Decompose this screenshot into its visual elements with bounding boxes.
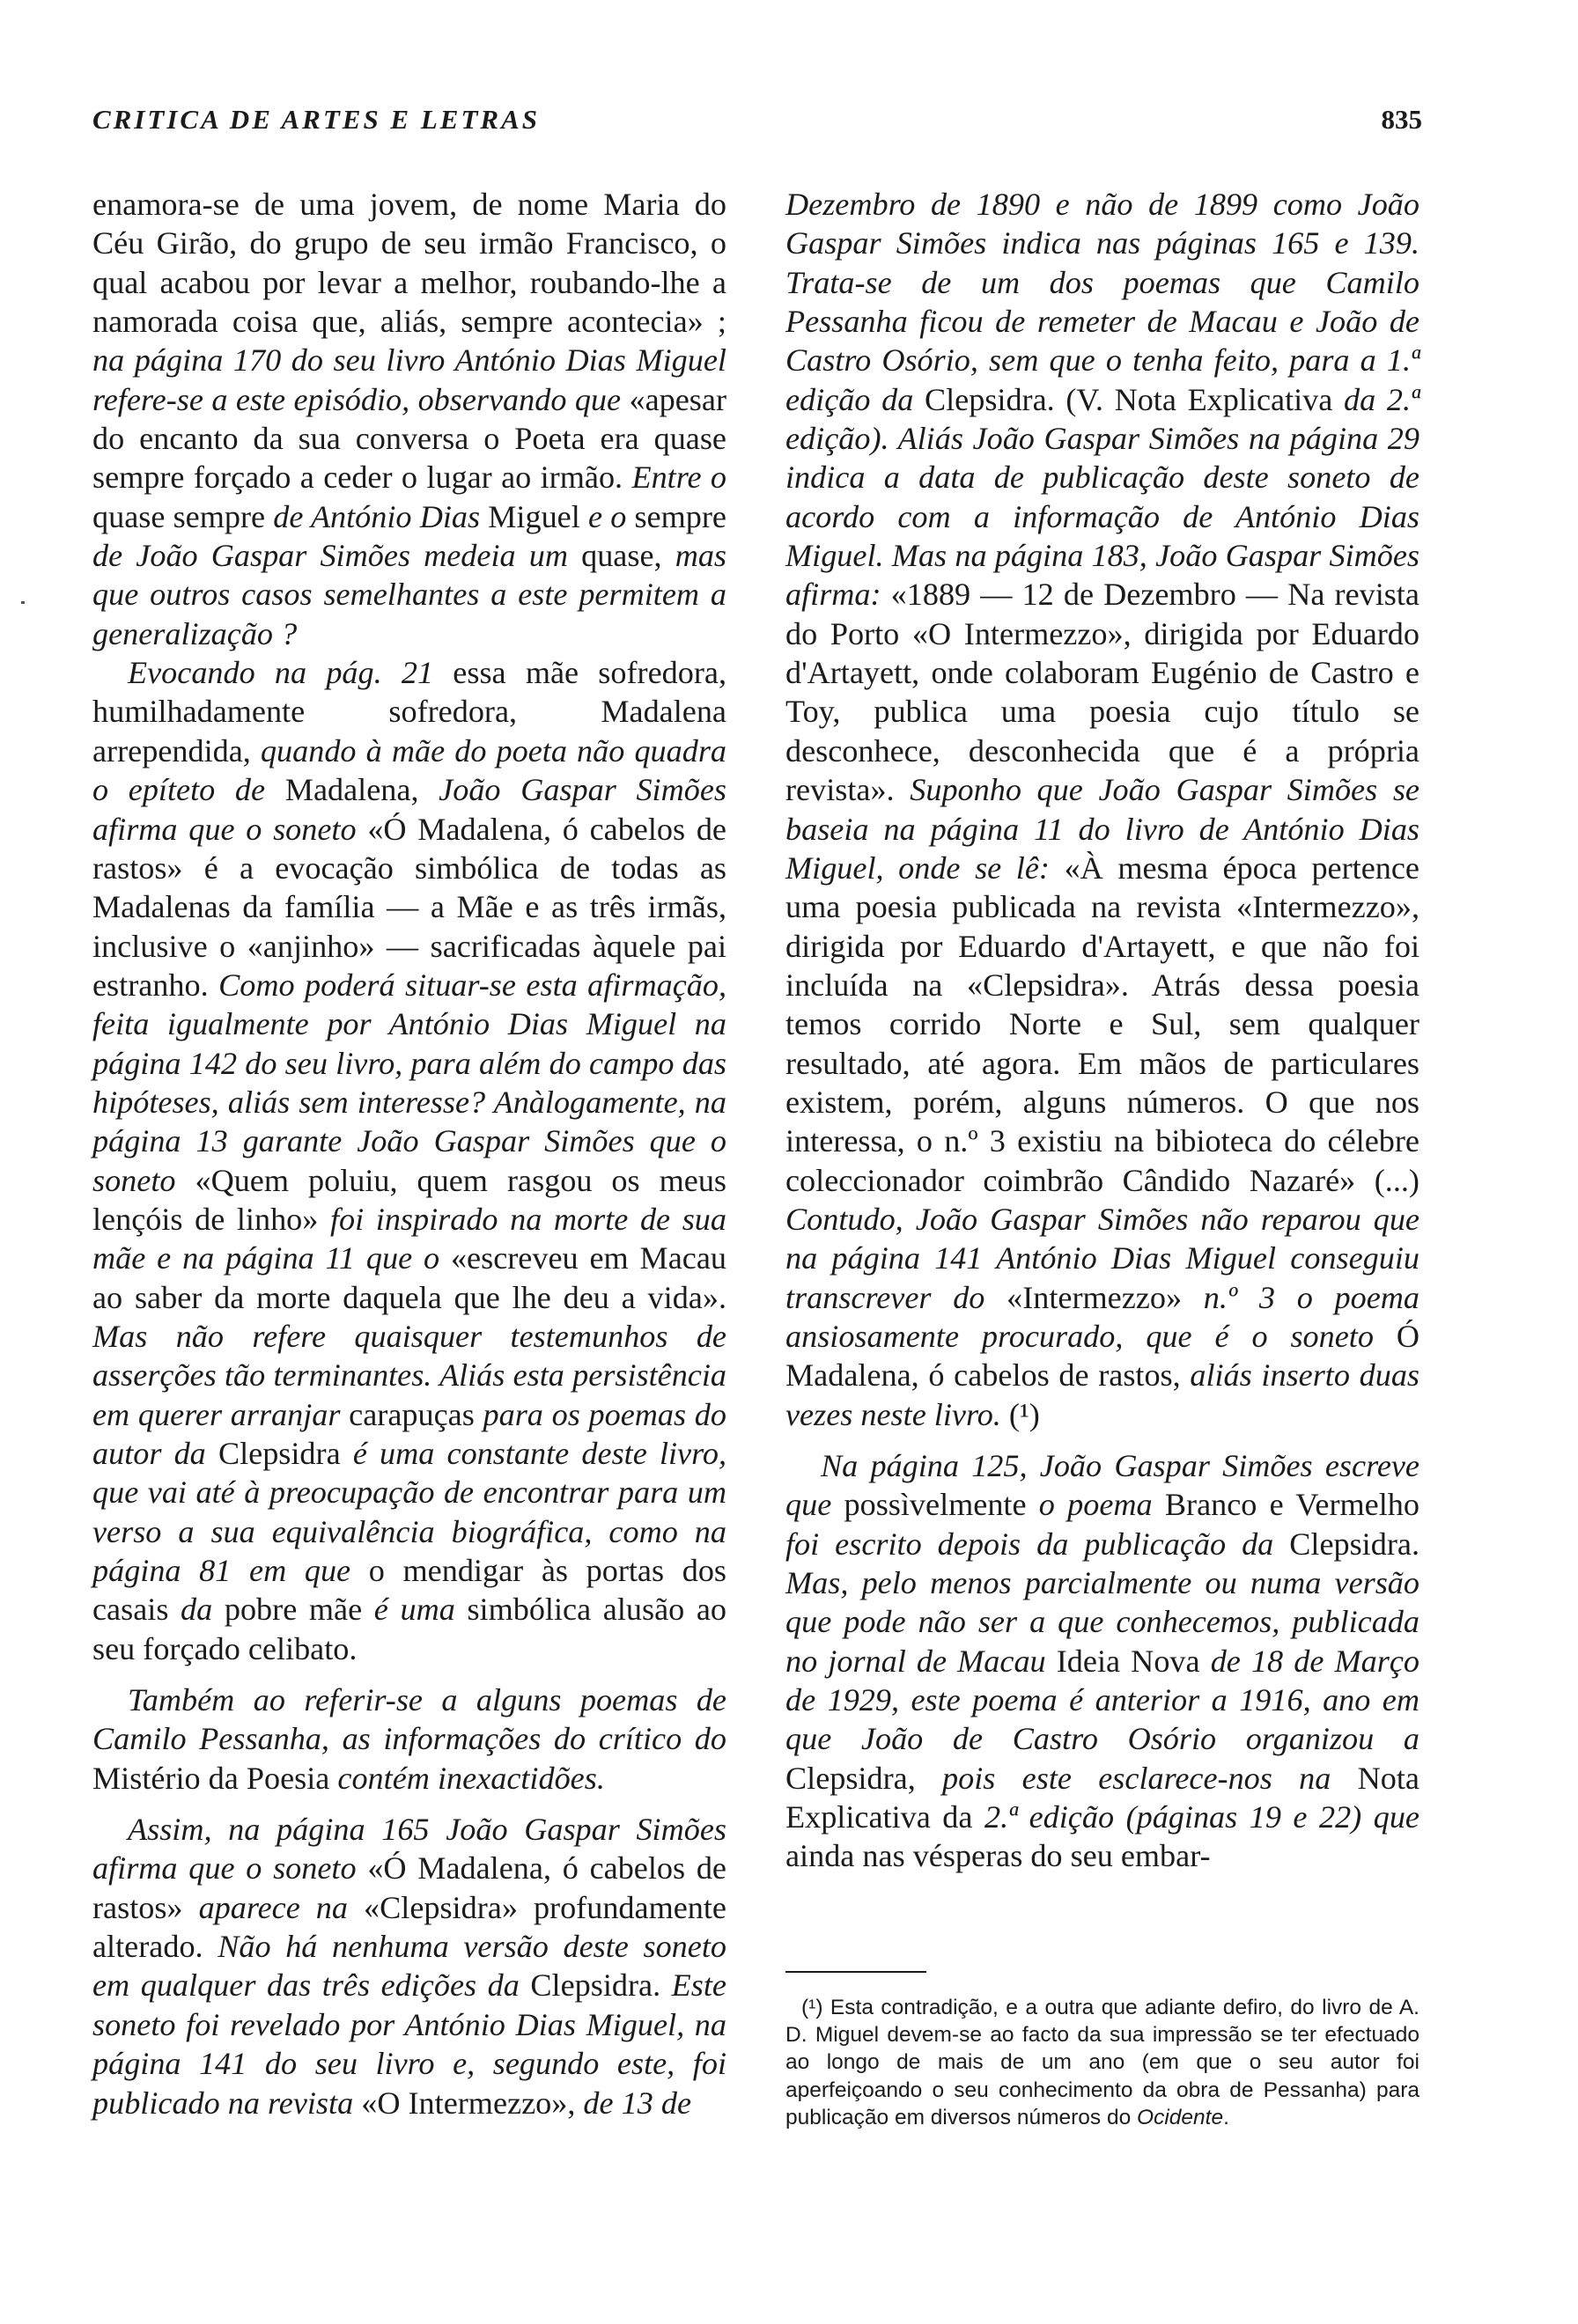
text-run: sempre	[626, 498, 726, 534]
italic-run: pois este esclarece-nos na	[942, 1760, 1331, 1796]
text-run: enamora-se de uma jovem, de nome Maria do Céu Girão, do grupo de seu irmão Francisco, o qual acabou por levar a melhor, roubando-lhe a namorada coisa que, aliás, sempre acontecia» ;	[92, 187, 726, 340]
text-run: «Quem poluiu, quem rasgou os meus lençóis de linho»	[92, 1162, 726, 1237]
paragraph	[92, 653, 726, 1668]
italic-run: de João Gaspar Simões medeia um	[92, 538, 568, 574]
footnote-divider	[785, 1971, 926, 1973]
text-run: Clepsidra. (V. Nota Explicativa	[913, 381, 1345, 417]
text-run: carapuças	[340, 1396, 483, 1432]
margin-mark	[21, 601, 25, 604]
italic-run: Assim, na página 165 João Gaspar Simões afirma que o soneto	[92, 1812, 726, 1886]
italic-run: 2.ª edição (páginas 19 e 22) que	[984, 1799, 1419, 1835]
text-run: «apesar do encanto da sua conversa o Poeta era quase sempre forçado a ceder o lugar ao irmão.	[92, 381, 726, 496]
italic-run: aparece na	[198, 1889, 348, 1925]
text-run: quase,	[567, 538, 675, 574]
footnote-marker: (¹)	[1000, 1396, 1040, 1432]
italic-run: da 2.ª edição). Aliás João Gaspar Simões na página 29 indica a data de publicação deste soneto de acordo com a informação de António Dias Miguel.	[785, 381, 1419, 574]
text-run: Madalena,	[265, 772, 439, 808]
italic-run: Suponho que João Gaspar Simões se baseia na página 11 do livro de António Dias Miguel, onde se lê:	[785, 772, 1419, 886]
italic-run: é uma constante deste livro, que vai até à preocupação de encontrar para um verso a sua equivalência biográfica, como na página 81 em que	[92, 1436, 726, 1589]
text-run: Mistério da Poesia	[92, 1760, 338, 1796]
text-run: Clepsidra.	[519, 1967, 672, 2004]
italic-run: de António Dias	[273, 498, 481, 534]
right-column	[785, 185, 1419, 1876]
footnote-text: .	[1223, 2105, 1229, 2129]
italic-run: foi escrito depois da publicação da	[785, 1526, 1274, 1562]
italic-run: Entre o	[631, 460, 726, 496]
footnote-text: (¹) Esta contradição, e a outra que adiante defiro, do livro de A. D. Miguel devem-se ao facto da sua impressão se ter efectuado ao longo de mais de um ano (em que o seu autor foi aperfeiçoando o seu conhecimento da obra de Pessanha) para publicação em diversos números do	[785, 1996, 1419, 2129]
text-run: «À mesma época pertence uma poesia publicada na revista «Intermezzo», dirigida por Eduardo d'Artayett, e que não foi incluída na «Clepsidra». Atrás dessa poesia temos corrido Norte e Sul, sem qualquer resultado, até agora. Em mãos de particulares existem, porém, alguns números. O que nos interessa, o n.º 3 existiu na bibioteca do célebre coleccionador coimbrão Cândido Nazaré» (...)	[785, 849, 1419, 1198]
footnote	[785, 1994, 1419, 2131]
italic-run: Também ao referir-se a alguns poemas de Camilo Pessanha, as informações do crítico do	[92, 1682, 726, 1757]
italic-run: quando à mãe do poeta não quadra o epíteto de	[92, 732, 726, 808]
text-run: Clepsidra.	[1273, 1526, 1419, 1562]
italic-run: de 18 de Março de 1929, este poema é anterior a 1916, ano em que João de Castro Osório organizou a	[785, 1643, 1419, 1757]
italic-run: Na página 125, João Gaspar Simões escreve que	[785, 1448, 1419, 1523]
text-run: quase sempre	[92, 498, 274, 534]
paragraph	[92, 1680, 726, 1798]
paragraph	[92, 1810, 726, 2122]
italic-run: contém inexactidões.	[337, 1760, 605, 1796]
italic-run: o poema	[1038, 1487, 1153, 1523]
text-run: «1889 — 12 de Dezembro — Na revista do Porto «O Intermezzo», dirigida por Eduardo d'Artayett, onde colaboram Eugénio de Castro e Toy, publica uma poesia cujo título se desconhece, desconhecida que é a própria revista».	[785, 577, 1419, 808]
text-run: Ó Madalena, ó cabelos de rastos,	[785, 1318, 1419, 1394]
text-run: Ideia Nova	[1045, 1643, 1211, 1679]
text-run: Nota Explicativa da	[785, 1760, 1419, 1835]
italic-run: é uma	[373, 1592, 455, 1628]
footnote-italic: Ocidente	[1137, 2105, 1224, 2129]
italic-run: de 13 de	[583, 2085, 692, 2121]
text-run: simbólica alusão ao seu forçado celibato.	[92, 1592, 727, 1666]
italic-run: Mas não refere quaisquer testemunhos de asserções tão terminantes. Aliás esta persistência em querer arranjar	[92, 1318, 726, 1432]
text-run: «Clepsidra» profundamente alterado.	[92, 1889, 726, 1965]
page-number: 835	[1381, 104, 1422, 135]
italic-run: Não há nenhuma versão deste soneto em qualquer das três edições da	[92, 1929, 726, 2004]
italic-run: Mas na página 183, João Gaspar Simões afirma:	[785, 538, 1419, 613]
text-run: o mendigar às portas dos casais	[92, 1553, 726, 1628]
text-run: Branco e Vermelho	[1152, 1487, 1419, 1523]
italic-run: e o	[587, 498, 627, 534]
italic-run: n.º 3 o poema ansiosamente procurado, que é o soneto	[785, 1279, 1419, 1354]
text-run: Clepsidra,	[785, 1760, 943, 1796]
italic-run: Dezembro de 1890 e não de 1899 como João Gaspar Simões indica nas páginas 165 e 139. Trata-se de um dos poemas que Camilo Pessanha ficou de remeter de Macau e João de Castro Osório, sem que o tenha feito, para a 1.ª edição da	[785, 187, 1419, 417]
italic-run: na página 170 do seu livro António Dias Miguel refere-se a este episódio, observando que	[92, 342, 726, 417]
text-run: «Ó Madalena, ó cabelos de rastos» é a evocação simbólica de todas as Madalenas da família — a Mãe e as três irmãs, inclusive o «anjinho» — sacrificadas àquele pai estranho.	[92, 811, 726, 1003]
italic-run: Mas, pelo menos parcialmente ou numa versão que pode não ser a que conhecemos, publicada no jornal de Macau	[785, 1565, 1419, 1679]
left-column	[92, 185, 726, 2122]
text-run	[884, 538, 892, 573]
italic-run: mas que outros casos semelhantes a este permitem a generalização ?	[92, 538, 726, 651]
paragraph	[785, 1446, 1419, 1876]
text-run: pobre mãe	[212, 1592, 374, 1628]
text-run: essa mãe sofredora, humilhadamente sofredora, Madalena arrependida,	[92, 655, 726, 769]
text-run: «Intermezzo»	[984, 1279, 1204, 1315]
text-run: Miguel	[480, 498, 588, 534]
text-run: ainda nas vésperas do seu embar-	[785, 1838, 1211, 1874]
italic-run: para os poemas do autor da	[92, 1396, 726, 1471]
text-run: «Ó Madalena, ó cabelos de rastos»	[92, 1850, 726, 1925]
text-run: «escreveu em Macau ao saber da morte daquela que lhe deu a vida».	[92, 1240, 727, 1315]
paragraph	[785, 185, 1419, 1434]
italic-run: João Gaspar Simões afirma que o soneto	[92, 772, 726, 847]
italic-run: foi inspirado na morte de sua mãe e na página 11 que o	[92, 1201, 726, 1276]
italic-run: Contudo, João Gaspar Simões não reparou que na página 141 António Dias Miguel conseguiu transcrever do	[785, 1201, 1419, 1315]
page-header	[92, 104, 1422, 148]
italic-run: Este soneto foi revelado por António Dias Miguel, na página 141 do seu livro e, segundo este, foi publicado na revista	[92, 1967, 726, 2121]
text-run: possìvelmente	[831, 1487, 1039, 1523]
paragraph	[92, 185, 726, 653]
text-run: «O Intermezzo»,	[353, 2085, 584, 2121]
italic-run: da	[181, 1592, 213, 1628]
italic-run: Evocando na pág. 21	[128, 655, 434, 691]
italic-run: aliás inserto duas vezes neste livro.	[785, 1357, 1419, 1432]
running-title: CRITICA DE ARTES E LETRAS	[92, 104, 541, 135]
text-run: Clepsidra	[205, 1436, 353, 1471]
italic-run: Como poderá situar-se esta afirmação, feita igualmente por António Dias Miguel na página 142 do seu livro, para além do campo das hipóteses, aliás sem interesse? Anàlogamente, na página 13 garante João Gaspar Simões que o soneto	[92, 967, 726, 1198]
